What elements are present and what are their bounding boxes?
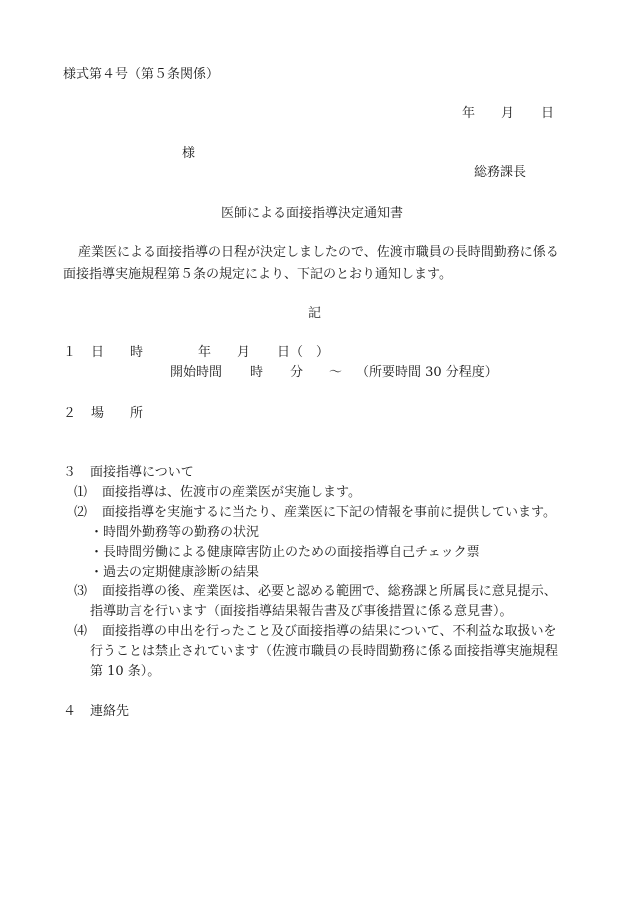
date-year-label: 年 — [462, 106, 476, 121]
item1-number: １ — [63, 345, 77, 360]
item1-year: 年 — [198, 345, 212, 360]
form-number: 様式第４号（第５条関係） — [63, 67, 220, 82]
item3-p1-text: 面接指導は、佐渡市の産業医が実施します。 — [102, 485, 361, 500]
item3-p4-line-3: 第 10 条）。 — [90, 664, 161, 679]
item3-p4-line-2: 行うことは禁止されています（佐渡市職員の長時間勤務に係る面接指導実施規程 — [90, 644, 559, 659]
item3-p3-number: ⑶ — [74, 584, 88, 599]
addressee-suffix: 様 — [182, 146, 196, 161]
item4-number: ４ — [63, 704, 77, 719]
item3-p4-number: ⑷ — [74, 624, 88, 639]
item4-heading: 連絡先 — [90, 704, 130, 719]
item3-p4-line-1: 面接指導の申出を行ったこと及び面接指導の結果について、不利益な取扱いを — [102, 624, 557, 639]
item1-duration: （所要時間 30 分程度） — [356, 365, 498, 380]
item3-p2-bullet: ・長時間労働による健康障害防止のための面接指導自己チェック票 — [90, 545, 480, 560]
item1-minute: 分 — [290, 365, 304, 380]
intro-line-2: 面接指導実施規程第５条の規定により、下記のとおり通知します。 — [63, 267, 452, 282]
item1-month: 月 — [237, 345, 251, 360]
item3-p3-line-2: 指導助言を行います（面接指導結果報告書及び事後措置に係る意見書）。 — [90, 604, 513, 619]
item3-p3-line-1: 面接指導の後、産業医は、必要と認める範囲で、総務課と所属長に意見提示、 — [102, 584, 557, 599]
item2-label-b: 所 — [130, 406, 144, 421]
item3-heading: 面接指導について — [90, 465, 194, 480]
item2-number: ２ — [63, 406, 77, 421]
intro-line-1: 産業医による面接指導の日程が決定しましたので、佐渡市職員の長時間勤務に係る — [78, 245, 559, 260]
item3-p2-number: ⑵ — [74, 505, 88, 520]
date-month-label: 月 — [501, 106, 515, 121]
item1-day: 日（ ） — [277, 345, 330, 360]
sender: 総務課長 — [474, 165, 527, 180]
item3-p1-number: ⑴ — [74, 485, 88, 500]
item2-label-a: 場 — [91, 406, 105, 421]
item3-number: ３ — [63, 465, 77, 480]
item3-p2-bullet: ・時間外勤務等の勤務の状況 — [90, 525, 260, 540]
item1-label-a: 日 — [91, 345, 105, 360]
item3-p2-text: 面接指導を実施するに当たり、産業医に下記の情報を事前に提供しています。 — [102, 505, 556, 520]
item3-p2-bullet: ・過去の定期健康診断の結果 — [90, 565, 260, 580]
date-day-label: 日 — [541, 106, 555, 121]
item1-label-b: 時 — [130, 345, 144, 360]
document-title: 医師による面接指導決定通知書 — [221, 206, 404, 221]
ki-marker: 記 — [308, 306, 322, 321]
item1-tilde: ～ — [329, 365, 343, 380]
item1-start-label: 開始時間 — [170, 365, 223, 380]
item1-hour: 時 — [250, 365, 264, 380]
